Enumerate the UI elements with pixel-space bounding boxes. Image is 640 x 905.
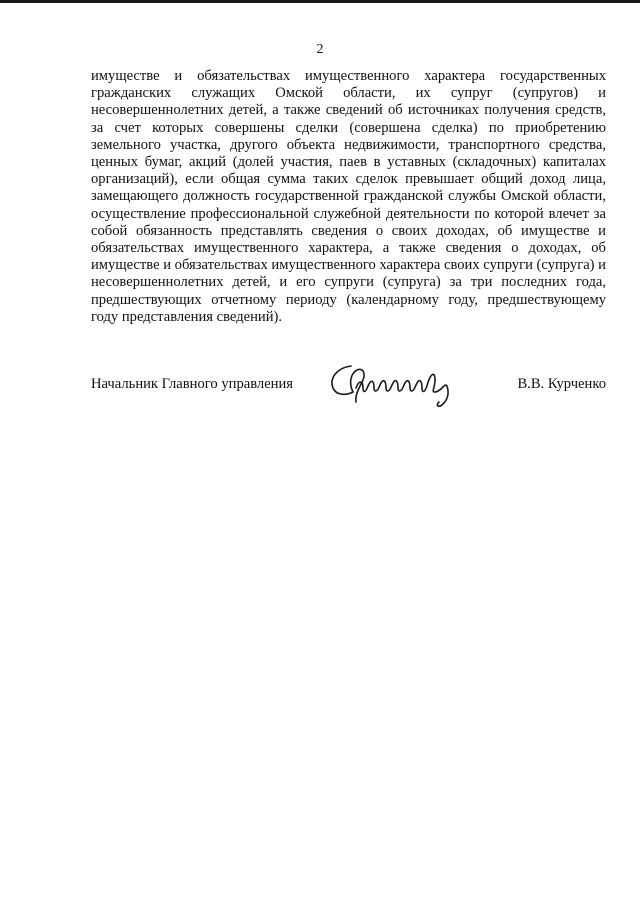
handwritten-signature-icon [323,362,473,418]
scan-top-edge [0,0,640,3]
signatory-name: В.В. Курченко [517,376,606,392]
signature-block [91,368,606,428]
page-number: 2 [316,42,324,57]
signatory-title: Начальник Главного управления [91,376,294,392]
body-paragraph: имуществе и обязательствах имущественного характера государственных гражданских служащих Омской области, их супруг (супругов) и несовершеннолетних детей, а также сведений об источниках получения средств, за счет которых совершены сделки (совершена сделка) по приобретению земельного участка, другого объекта недвижимости, транспортного средства, ценных бумаг, акций (долей участия, паев в уставных (складочных) капиталах организаций), если общая сумма таких сделок превышает общий доход лица, замещающего должность государственной гражданской службы Омской области, осуществление профессиональной служебной деятельности по которой влечет за собой обязанность представлять сведения о своих доходах, об имуществе и обязательствах имущественного характера, а также сведения о доходах, об имуществе и обязательствах имущественного характера своих супруги (супруга) и несовершеннолетних детей, и его супруги (супруга) за три последних года, предшествующих отчетному периоду (календарному году, предшествующему году представления сведений). [91,68,606,325]
